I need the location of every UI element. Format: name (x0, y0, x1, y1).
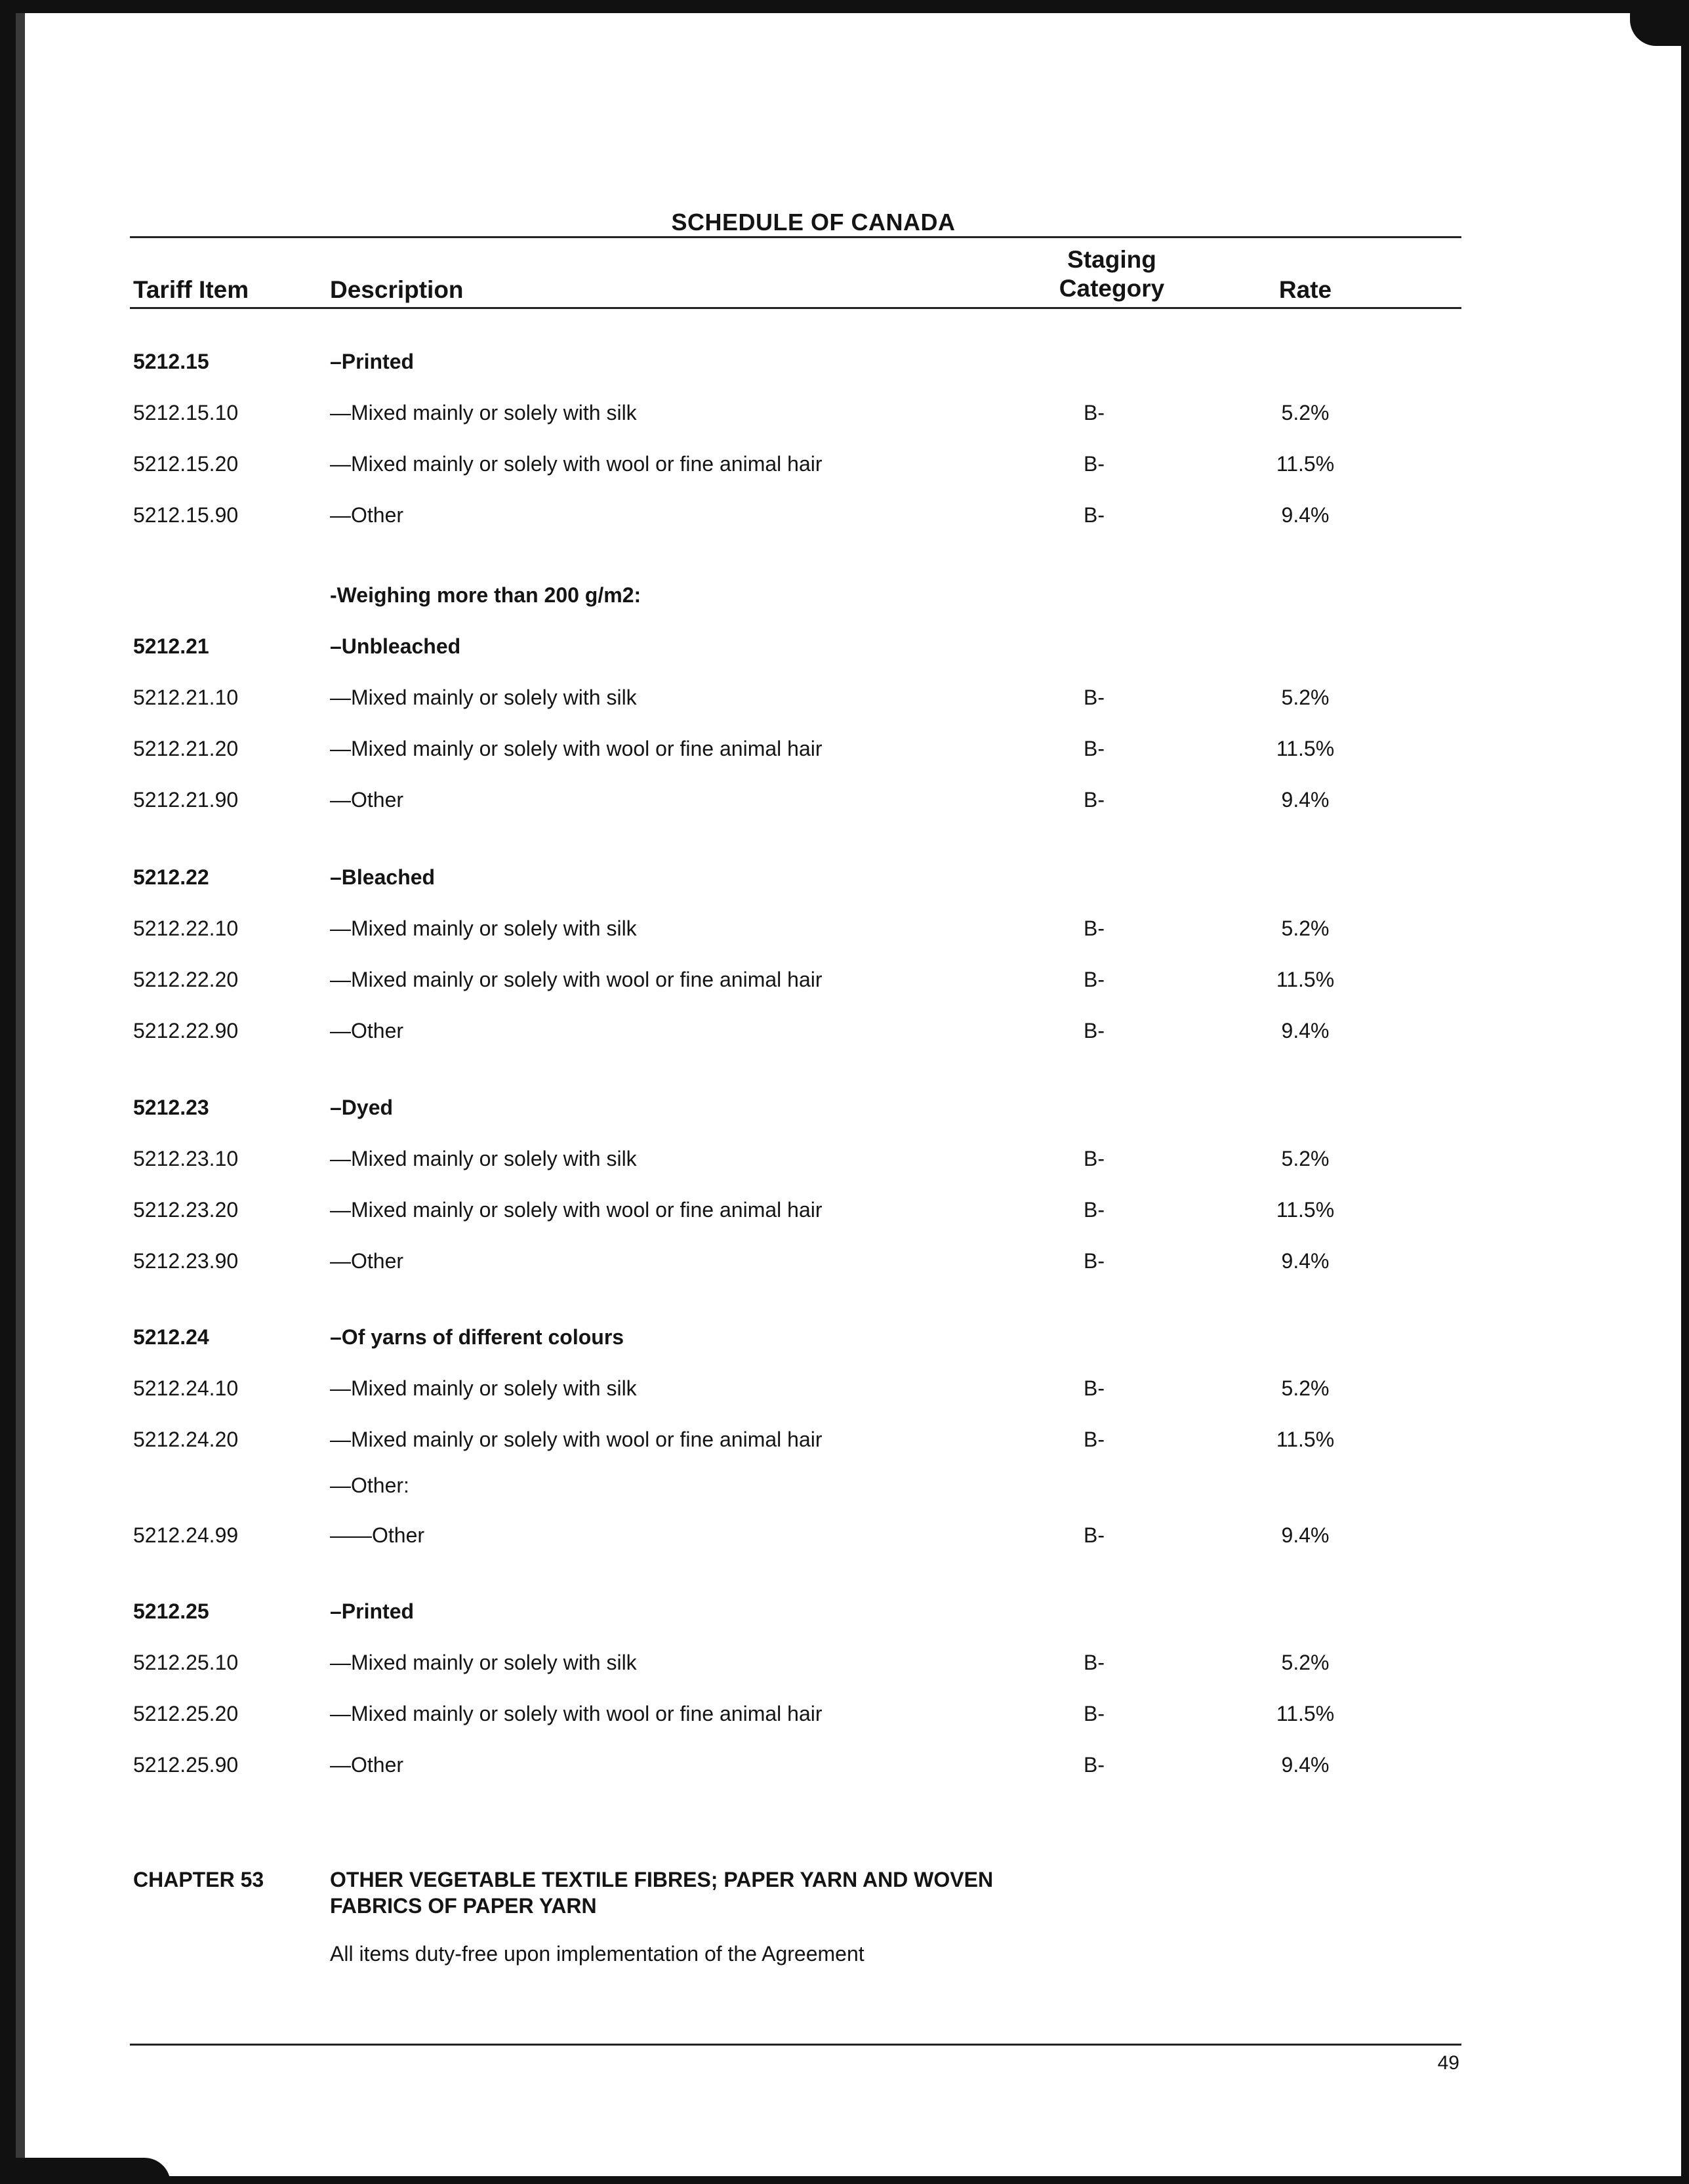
header-tariff-item: Tariff Item (133, 276, 249, 303)
description-cell: —Mixed mainly or solely with silk (330, 1651, 637, 1674)
tariff-item-cell: 5212.21 (133, 634, 209, 658)
table-row (0, 1595, 1689, 1628)
staging-category-cell: B- (1084, 686, 1105, 709)
tariff-item-cell: 5212.21.90 (133, 788, 239, 812)
table-row (0, 732, 1689, 765)
staging-category-cell: B- (1084, 737, 1105, 760)
rate-cell: 11.5% (1276, 1198, 1335, 1222)
tariff-item-cell: 5212.15 (133, 350, 209, 373)
description-cell: —Mixed mainly or solely with silk (330, 686, 637, 709)
description-cell: —Mixed mainly or solely with silk (330, 1147, 637, 1170)
table-row (0, 1748, 1689, 1781)
chapter-title-line1: OTHER VEGETABLE TEXTILE FIBRES; PAPER YARN AND WOVEN (330, 1868, 994, 1891)
tariff-item-cell: 5212.15.10 (133, 401, 239, 424)
rate-cell: 9.4% (1281, 788, 1330, 812)
tariff-item-cell: 5212.23.90 (133, 1249, 239, 1273)
staging-category-cell: B- (1084, 1198, 1105, 1222)
chapter-note: All items duty-free upon implementation of the Agreement (330, 1942, 865, 1966)
header-rate: Rate (1278, 276, 1332, 303)
rate-cell: 5.2% (1281, 401, 1330, 424)
chapter-title-line2: FABRICS OF PAPER YARN (330, 1894, 597, 1918)
tariff-item-cell: 5212.25.20 (133, 1702, 239, 1725)
table-row (0, 1193, 1689, 1226)
rate-cell: 11.5% (1276, 737, 1335, 760)
table-row (0, 1014, 1689, 1047)
header-staging-category (1036, 245, 1187, 303)
tariff-item-cell: 5212.22.90 (133, 1019, 239, 1042)
staging-category-cell: B- (1084, 1523, 1105, 1547)
description-cell: —Mixed mainly or solely with silk (330, 1376, 637, 1400)
description-cell: —Other (330, 1753, 404, 1777)
tariff-item-cell: 5212.24.10 (133, 1376, 239, 1400)
tariff-item-cell: 5212.15.90 (133, 503, 239, 527)
rate-cell: 5.2% (1281, 1376, 1330, 1400)
description-cell: -Weighing more than 200 g/m2: (330, 583, 641, 607)
table-row (0, 345, 1689, 378)
description-cell: —Mixed mainly or solely with wool or fine animal hair (330, 1702, 823, 1725)
table-row (0, 499, 1689, 531)
table-row (0, 579, 1689, 611)
staging-category-cell: B- (1084, 452, 1105, 476)
table-row (0, 447, 1689, 480)
tariff-item-cell: 5212.22.20 (133, 968, 239, 991)
tariff-item-cell: 5212.24.99 (133, 1523, 239, 1547)
description-cell: —Mixed mainly or solely with wool or fine animal hair (330, 1198, 823, 1222)
header-description: Description (330, 276, 464, 303)
table-row (0, 630, 1689, 663)
description-cell: —Other (330, 788, 404, 812)
tariff-item-cell: 5212.21.20 (133, 737, 239, 760)
description-cell: —Mixed mainly or solely with wool or fine animal hair (330, 968, 823, 991)
table-row (0, 1372, 1689, 1405)
tariff-item-cell: 5212.23 (133, 1096, 209, 1119)
tariff-item-cell: 5212.15.20 (133, 452, 239, 476)
rate-cell: 11.5% (1276, 1428, 1335, 1451)
table-row (0, 1245, 1689, 1277)
table-row (0, 1469, 1689, 1502)
table-row (0, 1519, 1689, 1552)
staging-category-cell: B- (1084, 1702, 1105, 1725)
description-cell: —Mixed mainly or solely with silk (330, 401, 637, 424)
rate-cell: 5.2% (1281, 917, 1330, 940)
description-cell: —Other (330, 503, 404, 527)
staging-category-cell: B- (1084, 1019, 1105, 1042)
tariff-item-cell: 5212.22 (133, 865, 209, 889)
table-row (0, 396, 1689, 429)
staging-category-cell: B- (1084, 1249, 1105, 1273)
description-cell: —Mixed mainly or solely with wool or fine animal hair (330, 452, 823, 476)
description-cell: –Bleached (330, 865, 436, 889)
staging-category-cell: B- (1084, 788, 1105, 812)
tariff-item-cell: 5212.24 (133, 1325, 209, 1349)
rate-cell: 11.5% (1276, 452, 1335, 476)
rate-cell: 11.5% (1276, 968, 1335, 991)
table-row (0, 1091, 1689, 1124)
table-row (0, 1646, 1689, 1679)
staging-category-cell: B- (1084, 401, 1105, 424)
table-row (0, 912, 1689, 945)
description-cell: —Other: (330, 1473, 409, 1497)
rate-cell: 9.4% (1281, 1523, 1330, 1547)
description-cell: —Mixed mainly or solely with silk (330, 917, 637, 940)
tariff-item-cell: 5212.23.10 (133, 1147, 239, 1170)
rate-cell: 9.4% (1281, 503, 1330, 527)
header-top-rule (130, 236, 1461, 238)
table-row (0, 681, 1689, 714)
staging-category-cell: B- (1084, 1428, 1105, 1451)
rate-cell: 5.2% (1281, 1147, 1330, 1170)
description-cell: —Mixed mainly or solely with wool or fine animal hair (330, 1428, 823, 1451)
rate-cell: 5.2% (1281, 686, 1330, 709)
staging-category-cell: B- (1084, 1376, 1105, 1400)
table-row (0, 1697, 1689, 1730)
footer-rule (130, 2044, 1461, 2046)
staging-category-cell: B- (1084, 1753, 1105, 1777)
rate-cell: 9.4% (1281, 1019, 1330, 1042)
table-row (0, 1142, 1689, 1175)
description-cell: –Dyed (330, 1096, 394, 1119)
tariff-item-cell: 5212.23.20 (133, 1198, 239, 1222)
description-cell: –Printed (330, 350, 415, 373)
description-cell: ——Other (330, 1523, 425, 1547)
page-title: SCHEDULE OF CANADA (671, 209, 956, 236)
description-cell: —Other (330, 1019, 404, 1042)
table-row (0, 861, 1689, 894)
staging-category-cell: B- (1084, 968, 1105, 991)
header-bottom-rule (130, 307, 1461, 309)
staging-category-cell: B- (1084, 917, 1105, 940)
chapter-title (330, 1866, 993, 1919)
description-cell: —Mixed mainly or solely with wool or fine animal hair (330, 737, 823, 760)
tariff-item-cell: 5212.21.10 (133, 686, 239, 709)
chapter-label: CHAPTER 53 (133, 1868, 264, 1891)
rate-cell: 9.4% (1281, 1249, 1330, 1273)
rate-cell: 9.4% (1281, 1753, 1330, 1777)
tariff-item-cell: 5212.25.90 (133, 1753, 239, 1777)
rate-cell: 5.2% (1281, 1651, 1330, 1674)
tariff-item-cell: 5212.25 (133, 1599, 209, 1623)
table-row (0, 963, 1689, 996)
tariff-item-cell: 5212.25.10 (133, 1651, 239, 1674)
description-cell: —Other (330, 1249, 404, 1273)
description-cell: –Unbleached (330, 634, 461, 658)
description-cell: –Of yarns of different colours (330, 1325, 624, 1349)
rate-cell: 11.5% (1276, 1702, 1335, 1725)
tariff-item-cell: 5212.24.20 (133, 1428, 239, 1451)
header-staging-line1: Staging (1067, 246, 1156, 273)
staging-category-cell: B- (1084, 1651, 1105, 1674)
staging-category-cell: B- (1084, 1147, 1105, 1170)
table-row (0, 1423, 1689, 1456)
staging-category-cell: B- (1084, 503, 1105, 527)
header-staging-line2: Category (1059, 275, 1165, 302)
page-number: 49 (1437, 2052, 1459, 2074)
table-row (0, 1321, 1689, 1353)
table-row (0, 783, 1689, 816)
description-cell: –Printed (330, 1599, 415, 1623)
tariff-item-cell: 5212.22.10 (133, 917, 239, 940)
